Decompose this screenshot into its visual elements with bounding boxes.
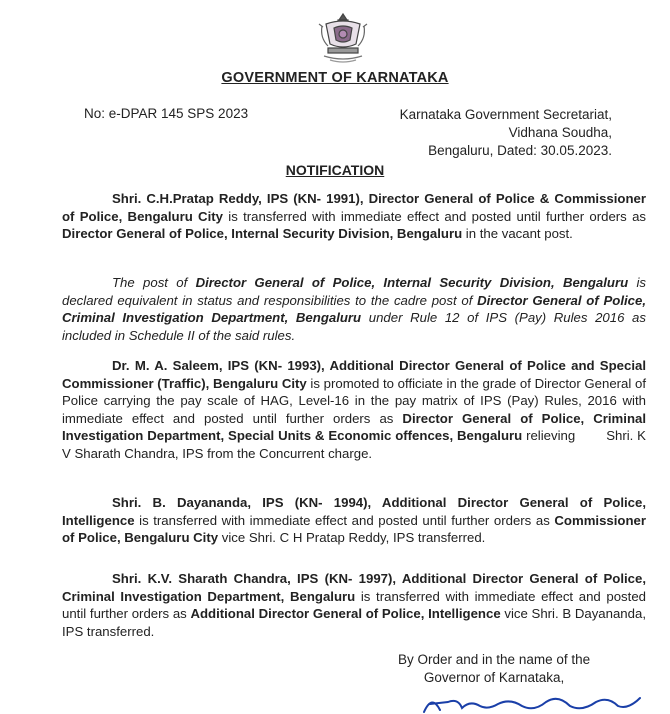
paragraph-saleem xyxy=(62,357,650,463)
post-name: Director General of Police, Internal Security Division, Bengaluru xyxy=(195,275,629,290)
posting: Director General of Police, Criminal Investigation Department, Special Units & Economic offences, Bengaluru xyxy=(62,410,646,444)
paragraph-text: is transferred with immediate effect and posted until further orders as xyxy=(222,208,646,224)
paragraph-post-equivalence xyxy=(62,274,646,344)
paragraph-text: The post of xyxy=(112,275,196,290)
paragraph-text: relieving Shri. K V Sharath Chandra, IPS from the Concurrent charge. xyxy=(62,428,650,461)
paragraph-text: is declared equivalent in status and responsibilities to the cadre post of xyxy=(62,275,646,308)
reference-number: No: e-DPAR 145 SPS 2023 xyxy=(84,106,249,121)
posting: Commissioner of Police, Bengaluru City xyxy=(62,512,646,546)
closing-line: By Order and in the name of the xyxy=(398,652,591,667)
paragraph-text: is transferred with immediate effect and posted until further orders as xyxy=(62,588,646,622)
closing-block xyxy=(398,651,590,687)
paragraph-text: under Rule 12 of IPS (Pay) Rules 2016 as included in Schedule II of the said rules. xyxy=(62,310,646,343)
officer-name: Shri. B. Dayananda, IPS (KN- 1994), Additional Director General of Police, Intelligence xyxy=(62,495,646,528)
paragraph-pratap-reddy xyxy=(62,190,646,243)
paragraph-text: vice Shri. B Dayananda, IPS transferred. xyxy=(62,606,646,639)
cadre-post-name: Director General of Police, Criminal Investigation Department, Bengaluru xyxy=(62,292,646,326)
address-line: Vidhana Soudha, xyxy=(508,125,612,140)
paragraph-text: is promoted to officiate in the grade of Director General of Police carrying the pay scale of HAG, Level-16 in the pay matrix of IPS (Pay) Rules, 2016 with immediate effect and posted until further orders as xyxy=(62,375,646,426)
notification-title: NOTIFICATION xyxy=(285,162,385,178)
paragraph-sharath-chandra xyxy=(62,570,646,640)
officer-name: Shri. C.H.Pratap Reddy, IPS (KN- 1991), Director General of Police & Commissioner of Police, Bengaluru City xyxy=(62,191,646,224)
paragraph-text: vice Shri. C H Pratap Reddy, IPS transferred. xyxy=(218,530,486,546)
karnataka-state-emblem-icon xyxy=(316,10,370,66)
paragraph-text: is transferred with immediate effect and posted until further orders as xyxy=(134,512,555,528)
officer-name: Shri. K.V. Sharath Chandra, IPS (KN- 1997), Additional Director General of Police, Criminal Investigation Department, Bengaluru xyxy=(62,571,646,604)
address-line: Karnataka Government Secretariat, xyxy=(399,107,612,122)
officer-name: Dr. M. A. Saleem, IPS (KN- 1993), Additional Director General of Police and Special Commissioner (Traffic), Bengaluru City xyxy=(62,358,646,391)
paragraph-text: in the vacant post. xyxy=(462,226,573,242)
posting: Director General of Police, Internal Security Division, Bengaluru xyxy=(62,226,463,242)
closing-line: Governor of Karnataka, xyxy=(423,670,565,685)
government-title: GOVERNMENT OF KARNATAKA xyxy=(221,70,449,86)
posting: Additional Director General of Police, Intelligence xyxy=(190,606,501,622)
address-date-line: Bengaluru, Dated: 30.05.2023. xyxy=(428,143,612,158)
paragraph-dayananda xyxy=(62,494,646,547)
issuing-address xyxy=(400,106,612,160)
handwritten-signature-icon xyxy=(418,690,648,714)
